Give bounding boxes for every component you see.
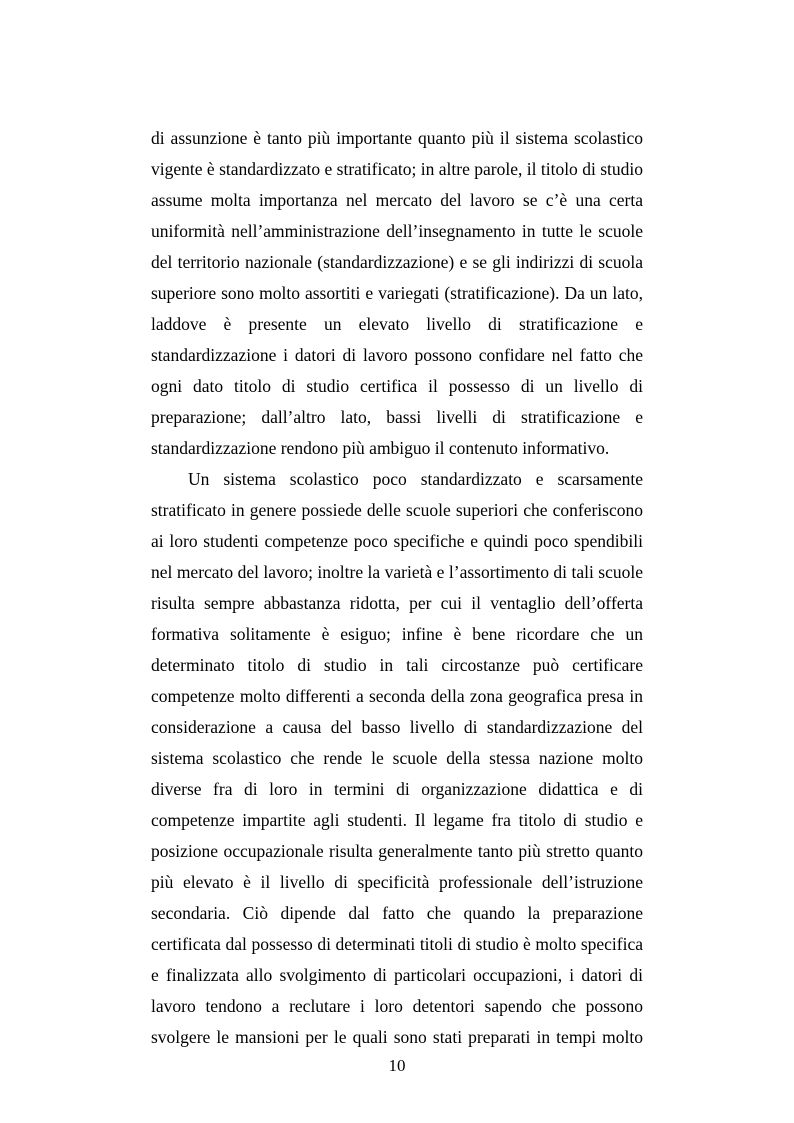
text-line: preparazione; dall’altro lato, bassi livelli di stratificazione e <box>151 407 643 427</box>
text-line: ai loro studenti competenze poco specifiche e quindi poco spendibili <box>151 531 643 551</box>
text-line: sistema scolastico che rende le scuole della stessa nazione molto <box>151 748 643 768</box>
text-line: secondaria. Ciò dipende dal fatto che quando la preparazione <box>151 903 643 923</box>
text-line: nel mercato del lavoro; inoltre la varietà e l’assortimento di tali scuole <box>151 562 643 582</box>
paragraph-1 <box>151 123 643 464</box>
text-line: competenze impartite agli studenti. Il legame fra titolo di studio e <box>151 810 643 830</box>
text-line: determinato titolo di studio in tali circostanze può certificare <box>151 655 643 675</box>
text-line: e finalizzata allo svolgimento di particolari occupazioni, i datori di <box>151 965 643 985</box>
text-line: standardizzazione rendono più ambiguo il contenuto informativo. <box>151 438 610 458</box>
text-line: certificata dal possesso di determinati titoli di studio è molto specifica <box>151 934 643 954</box>
text-line: posizione occupazionale risulta generalmente tanto più stretto quanto <box>151 841 643 861</box>
text-line: diverse fra di loro in termini di organizzazione didattica e di <box>151 779 643 799</box>
text-line: stratificato in genere possiede delle scuole superiori che conferiscono <box>151 500 643 520</box>
text-line: vigente è standardizzato e stratificato; in altre parole, il titolo di studio <box>151 159 643 179</box>
text-line: di assunzione è tanto più importante quanto più il sistema scolastico <box>151 128 643 148</box>
body-text <box>151 123 643 1053</box>
text-line: competenze molto differenti a seconda della zona geografica presa in <box>151 686 643 706</box>
text-line: uniformità nell’amministrazione dell’insegnamento in tutte le scuole <box>151 221 643 241</box>
text-line: standardizzazione i datori di lavoro possono confidare nel fatto che <box>151 345 643 365</box>
page-number: 10 <box>388 1056 406 1075</box>
text-line: considerazione a causa del basso livello di standardizzazione del <box>151 717 643 737</box>
text-line: risulta sempre abbastanza ridotta, per cui il ventaglio dell’offerta <box>151 593 643 613</box>
text-line: del territorio nazionale (standardizzazione) e se gli indirizzi di scuola <box>151 252 643 272</box>
text-line: laddove è presente un elevato livello di stratificazione e <box>151 314 643 334</box>
text-line: più elevato è il livello di specificità professionale dell’istruzione <box>151 872 643 892</box>
text-line: Un sistema scolastico poco standardizzato e scarsamente <box>188 469 643 489</box>
text-line: assume molta importanza nel mercato del lavoro se c’è una certa <box>151 190 643 210</box>
text-line: lavoro tendono a reclutare i loro detentori sapendo che possono <box>151 996 643 1016</box>
text-line: ogni dato titolo di studio certifica il possesso di un livello di <box>151 376 643 396</box>
text-line: svolgere le mansioni per le quali sono stati preparati in tempi molto <box>151 1027 643 1047</box>
text-line: superiore sono molto assortiti e variegati (stratificazione). Da un lato, <box>151 283 643 303</box>
paragraph-2 <box>151 464 643 1053</box>
text-line: formativa solitamente è esiguo; infine è bene ricordare che un <box>151 624 643 644</box>
